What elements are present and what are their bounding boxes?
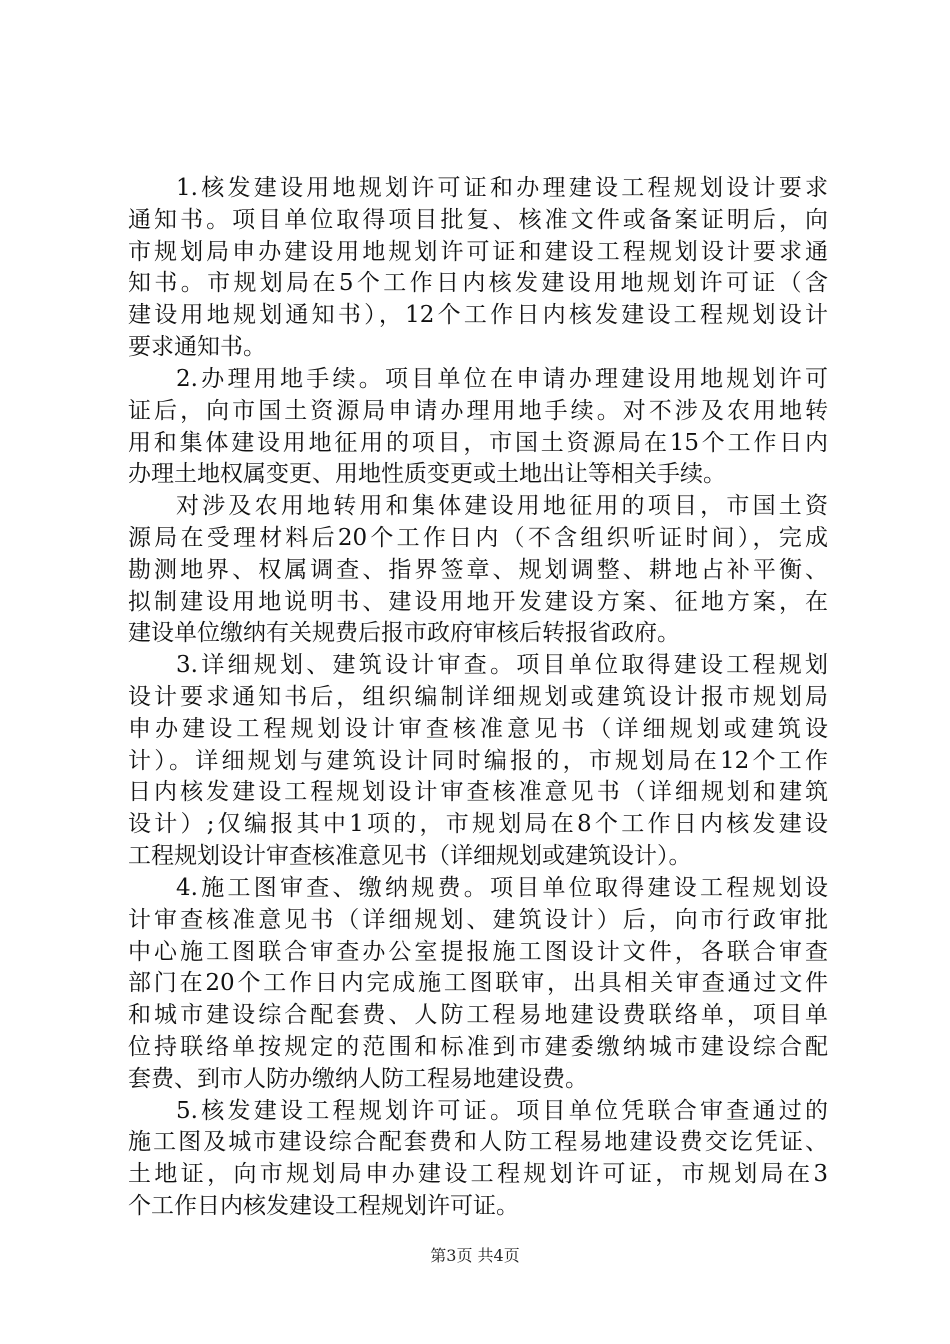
text-line: 勘测地界、权属调查、指界签章、规划调整、耕地占补平衡、 (128, 557, 828, 583)
text-line-paragraph-2-start: 2.办理用地手续。项目单位在申请办理建设用地规划许可 (176, 366, 828, 392)
text-line-paragraph-1-end: 要求通知书。 (128, 334, 266, 360)
text-line: 用和集体建设用地征用的项目，市国土资源局在15个工作日内 (128, 430, 828, 456)
text-line-paragraph-4-end: 工程规划设计审查核准意见书（详细规划或建筑设计）。 (128, 843, 692, 869)
text-line-paragraph-1-start: 1.核发建设用地规划许可证和办理建设工程规划设计要求 (176, 175, 828, 201)
text-line: 位持联络单按规定的范围和标准到市建委缴纳城市建设综合配 (128, 1034, 828, 1060)
page-number-footer: 第3页 共4页 (430, 1246, 520, 1265)
text-line: 建设用地规划通知书），12个工作日内核发建设工程规划设计 (128, 302, 828, 328)
text-line: 申办建设工程规划设计审查核准意见书（详细规划或建筑设 (128, 716, 828, 742)
text-line-paragraph-5-end: 套费、到市人防办缴纳人防工程易地建设费。 (128, 1066, 588, 1092)
text-line-paragraph-3-start: 对涉及农用地转用和集体建设用地征用的项目，市国土资 (176, 493, 828, 519)
text-line: 设计要求通知书后，组织编制详细规划或建筑设计报市规划局 (128, 684, 828, 710)
text-line: 日内核发建设工程规划设计审查核准意见书（详细规划和建筑 (128, 779, 828, 805)
text-line: 部门在20个工作日内完成施工图联审，出具相关审查通过文件 (128, 970, 828, 996)
text-line: 通知书。项目单位取得项目批复、核准文件或备案证明后，向 (128, 207, 828, 233)
text-line-paragraph-6-start: 5.核发建设工程规划许可证。项目单位凭联合审查通过的 (176, 1098, 828, 1124)
text-line-paragraph-2-end: 办理土地权属变更、用地性质变更或土地出让等相关手续。 (128, 461, 726, 487)
text-line-paragraph-5-start: 4.施工图审查、缴纳规费。项目单位取得建设工程规划设 (176, 875, 828, 901)
text-line: 土地证，向市规划局申办建设工程规划许可证，市规划局在3 (128, 1161, 828, 1187)
text-line: 证后，向市国土资源局申请办理用地手续。对不涉及农用地转 (128, 398, 828, 424)
text-line: 源局在受理材料后20个工作日内（不含组织听证时间），完成 (128, 525, 828, 551)
text-line: 计）。详细规划与建筑设计同时编报的，市规划局在12个工作 (128, 748, 828, 774)
text-line: 知书。市规划局在5个工作日内核发建设用地规划许可证（含 (128, 270, 828, 296)
text-line: 施工图及城市建设综合配套费和人防工程易地建设费交讫凭证、 (128, 1129, 828, 1155)
text-line-paragraph-4-start: 3.详细规划、建筑设计审查。项目单位取得建设工程规划 (176, 652, 828, 678)
text-line: 中心施工图联合审查办公室提报施工图设计文件，各联合审查 (128, 939, 828, 965)
text-line: 市规划局申办建设用地规划许可证和建设工程规划设计要求通 (128, 239, 828, 265)
text-line-paragraph-3-end: 建设单位缴纳有关规费后报市政府审核后转报省政府。 (128, 620, 680, 646)
text-line-paragraph-6-end: 个工作日内核发建设工程规划许可证。 (128, 1193, 519, 1219)
text-line: 计审查核准意见书（详细规划、建筑设计）后，向市行政审批 (128, 907, 828, 933)
text-line: 和城市建设综合配套费、人防工程易地建设费联络单，项目单 (128, 1002, 828, 1028)
text-line: 设计）;仅编报其中1项的，市规划局在8个工作日内核发建设 (128, 811, 828, 837)
text-line: 拟制建设用地说明书、建设用地开发建设方案、征地方案，在 (128, 589, 828, 615)
